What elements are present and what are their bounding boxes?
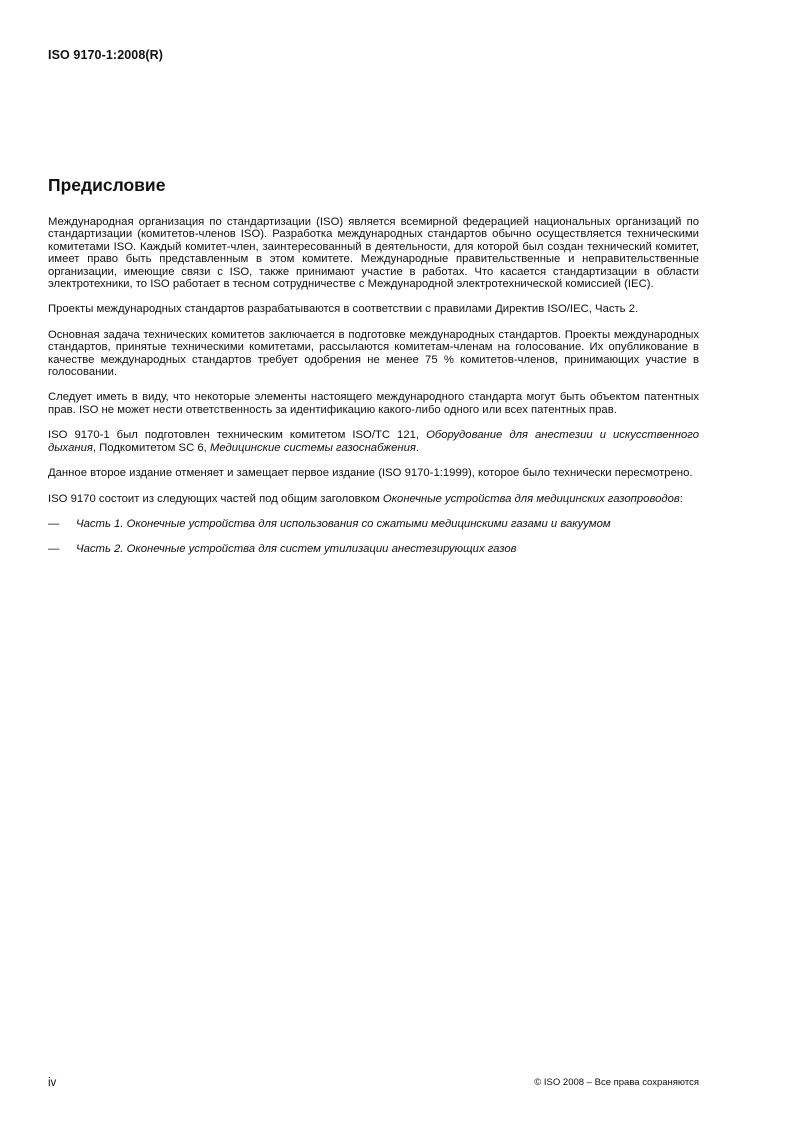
list-item-text: Часть 1. Оконечные устройства для использования со сжатыми медицинскими газами и вакуумом xyxy=(76,517,611,530)
general-title: Оконечные устройства для медицинских газопроводов xyxy=(382,492,680,505)
document-id-header: ISO 9170-1:2008(R) xyxy=(48,48,164,62)
committee-title: Оборудование для анестезии и искусственного дыхания xyxy=(48,429,699,454)
list-item-text: Часть 2. Оконечные устройства для систем утилизации анестезирующих газов xyxy=(76,543,517,556)
subcommittee-text: , Подкомитетом SC 6, xyxy=(92,441,210,454)
list-item xyxy=(48,543,699,555)
paragraph-edition: Данное второе издание отменяет и замещает первое издание (ISO 9170-1:1999), которое было технически пересмотрено. xyxy=(48,467,693,480)
parts-intro-text: ISO 9170 состоит из следующих частей под общим заголовком xyxy=(48,492,383,505)
paragraph-iso-organization: Международная организация по стандартизации (ISO) является всемирной федерацией национальных организаций по стандартизации (комитетов-членов ISO). Разработка международных стандартов обычно осуществляется техническими комитетами ISO. Каждый комитет-член, заинтересованный в деятельности, для которой был создан технический комитет, имеет право быть представленным в этом комитете. Международные правительственные и неправительственные организации, имеющие связи с ISO, также принимают участие в работах. Что касается стандартизации в области электротехники, то ISO работает в тесном сотрудничестве с Международной электротехнической комиссией (IEC). xyxy=(48,216,699,291)
foreword-body xyxy=(48,216,699,569)
dash-mark: — xyxy=(48,517,60,530)
dash-mark: — xyxy=(48,543,60,556)
paragraph-parts-intro xyxy=(48,493,699,505)
paragraph-patent-rights: Следует иметь в виду, что некоторые элементы настоящего международного стандарта могут быть объектом патентных прав. ISO не может нести ответственность за идентификацию какого-либо одного или всех патентных прав. xyxy=(48,391,699,416)
paragraph-directives: Проекты международных стандартов разрабатываются в соответствии с правилами Директив ISO/IEC, Часть 2. xyxy=(48,303,639,316)
subcommittee-title: Медицинские системы газоснабжения xyxy=(209,441,416,454)
copyright-notice: © ISO 2008 – Все права сохраняются xyxy=(534,1077,699,1088)
colon: : xyxy=(679,492,683,505)
list-item xyxy=(48,518,699,530)
page-number: iv xyxy=(48,1077,57,1089)
prepared-by-text: ISO 9170-1 был подготовлен техническим комитетом ISO/TC 121, xyxy=(48,429,427,442)
period: . xyxy=(415,441,420,454)
paragraph-prepared-by xyxy=(48,429,699,454)
page-title: Предисловие xyxy=(48,175,166,195)
paragraph-committee-task: Основная задача технических комитетов заключается в подготовке международных стандартов. Проекты международных стандартов, принятые техническими комитетами, рассылаются комитетам-членам на голосование. Их опубликование в качестве международных стандартов требует одобрения не менее 75 % комитетов-членов, принимающих участие в голосовании. xyxy=(48,328,699,379)
